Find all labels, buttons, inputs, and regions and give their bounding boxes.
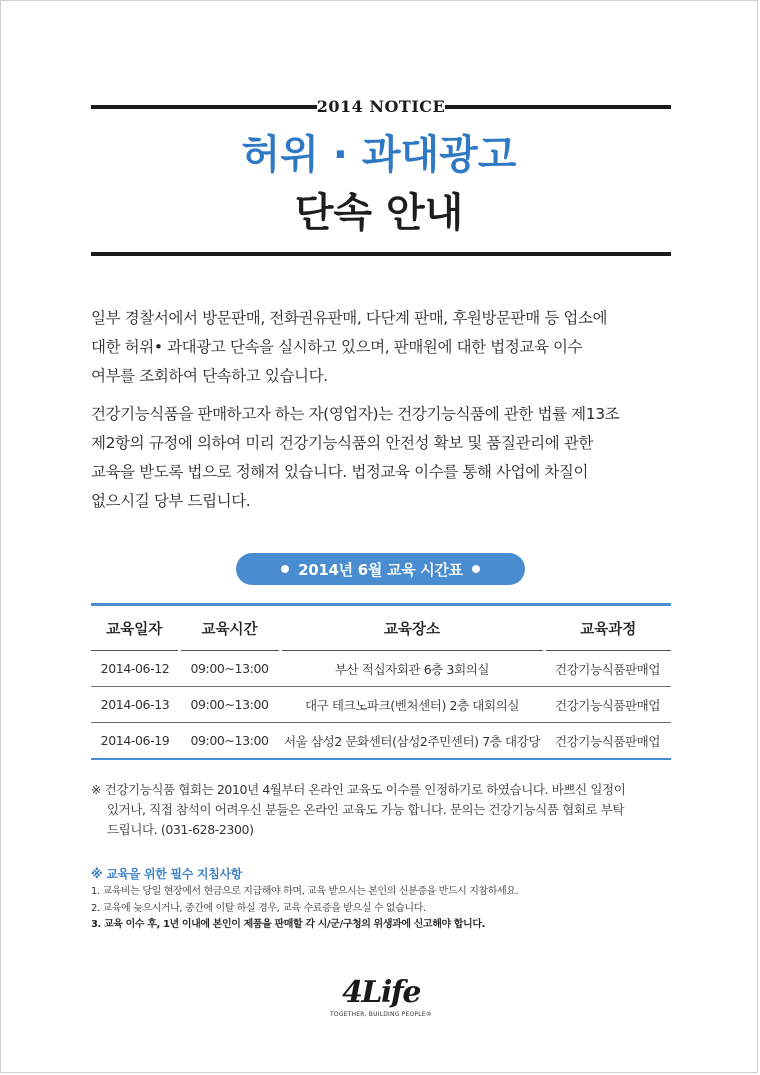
column-header-course: 교육과정 xyxy=(544,605,671,651)
notice-header-rule xyxy=(91,96,671,118)
bullet-dot-icon xyxy=(281,565,289,573)
paragraph-line: 일부 경찰서에서 방문판매, 전화권유판매, 다단계 판매, 후원방문판매 등 업소에 xyxy=(91,309,608,327)
paragraph-line: 건강기능식품을 판매하고자 하는 자(영업자)는 건강기능식품에 관한 법률 제13조 xyxy=(91,405,620,423)
guideline-item: 2. 교육에 늦으시거나, 중간에 이탈 하실 경우, 교육 수료증을 받으실 수 없습니다. xyxy=(91,902,426,914)
paragraph-line: 없으시길 당부 드립니다. xyxy=(91,492,251,510)
schedule-title: 2014년 6월 교육 시간표 xyxy=(298,560,463,579)
title-divider xyxy=(91,252,671,256)
guidelines-list xyxy=(91,884,681,934)
cell-course: 건강기능식품판매업 xyxy=(544,687,671,723)
cell-date: 2014-06-19 xyxy=(91,723,179,760)
table-row xyxy=(91,723,671,760)
table-header-row xyxy=(91,605,671,651)
schedule-table xyxy=(91,603,671,760)
cell-time: 09:00~13:00 xyxy=(179,723,280,760)
brand-logo xyxy=(311,976,451,1026)
intro-paragraph-2 xyxy=(91,400,673,516)
note-line: 드립니다. (031-628-2300) xyxy=(107,822,254,837)
guidelines-title: ※ 교육을 위한 필수 지침사항 xyxy=(91,867,243,881)
cell-course: 건강기능식품판매업 xyxy=(544,651,671,687)
cell-course: 건강기능식품판매업 xyxy=(544,723,671,760)
cell-place: 부산 적십자회관 6층 3회의실 xyxy=(280,651,544,687)
cell-time: 09:00~13:00 xyxy=(179,651,280,687)
schedule-title-badge xyxy=(236,553,525,585)
page-title: 허위 · 과대광고 xyxy=(241,132,517,178)
cell-date: 2014-06-12 xyxy=(91,651,179,687)
cell-time: 09:00~13:00 xyxy=(179,687,280,723)
logo-wordmark: 4Life xyxy=(342,975,420,1010)
column-header-time: 교육시간 xyxy=(179,605,280,651)
column-header-date: 교육일자 xyxy=(91,605,179,651)
guideline-item: 3. 교육 이수 후, 1년 이내에 본인이 제품을 판매할 각 시/군/구청의 위생과에 신고해야 합니다. xyxy=(91,919,485,930)
online-education-note xyxy=(91,780,673,840)
cell-place: 대구 테크노파크(벤처센터) 2층 대회의실 xyxy=(280,687,544,723)
notice-label: 2014 NOTICE xyxy=(316,97,446,116)
guideline-item: 1. 교육비는 당일 현장에서 현금으로 지급해야 하며, 교육 받으시는 본인의 신분증을 반드시 지참하세요. xyxy=(91,886,519,897)
cell-date: 2014-06-13 xyxy=(91,687,179,723)
logo-tagline: TOGETHER, BUILDING PEOPLE® xyxy=(330,1011,432,1018)
bullet-dot-icon xyxy=(472,565,480,573)
paragraph-line: 제2항의 규정에 의하여 미리 건강기능식품의 안전성 확보 및 품질관리에 관한 xyxy=(91,434,593,452)
note-line: ※ 건강기능식품 협회는 2010년 4월부터 온라인 교육도 이수를 인정하기로 하였습니다. 바쁘신 일정이 xyxy=(91,782,626,797)
note-line: 있거나, 직접 참석이 어려우신 분들은 온라인 교육도 가능 합니다. 문의는 건강기능식품 협회로 부탁 xyxy=(107,802,625,817)
page-subtitle: 단속 안내 xyxy=(294,190,464,236)
table-row xyxy=(91,651,671,687)
header-rule-right xyxy=(445,105,671,109)
intro-paragraph-1 xyxy=(91,304,673,391)
column-header-place: 교육장소 xyxy=(280,605,544,651)
paragraph-line: 대한 허위• 과대광고 단속을 실시하고 있으며, 판매원에 대한 법정교육 이수 xyxy=(91,338,583,356)
paragraph-line: 여부를 조회하여 단속하고 있습니다. xyxy=(91,367,328,385)
table-row xyxy=(91,687,671,723)
paragraph-line: 교육을 받도록 법으로 정해져 있습니다. 법정교육 이수를 통해 사업에 차질이 xyxy=(91,463,589,481)
cell-place: 서울 삼성2 문화센터(삼성2주민센터) 7층 대강당 xyxy=(280,723,544,760)
